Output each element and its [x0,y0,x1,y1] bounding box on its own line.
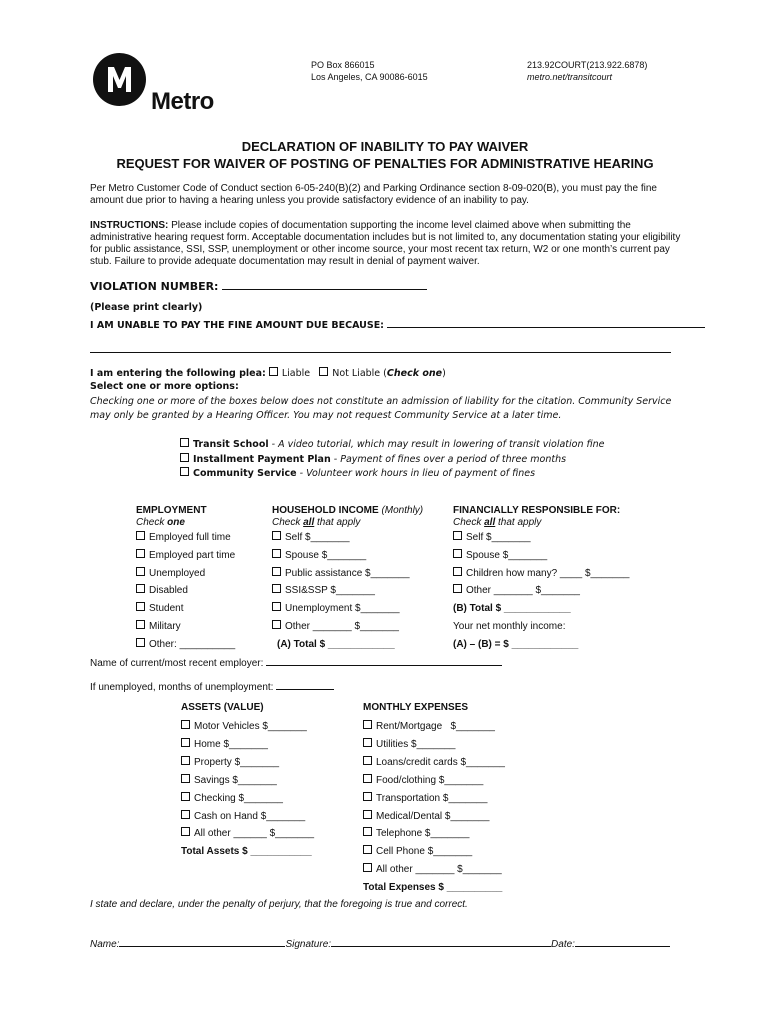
name-field[interactable] [119,936,285,947]
asset-option[interactable]: All other ______ $_______ [181,825,314,843]
not-liable-label: Not Liable ( [332,368,387,379]
checkbox[interactable] [363,792,372,801]
asset-option[interactable]: Motor Vehicles $_______ [181,718,314,736]
checkbox[interactable] [272,602,281,611]
employer-field[interactable] [266,655,502,666]
form-title: DECLARATION OF INABILITY TO PAY WAIVER [241,139,529,154]
checkbox[interactable] [272,531,281,540]
asset-option[interactable]: Savings $_______ [181,772,314,790]
checkbox[interactable] [181,738,190,747]
household-option[interactable]: Self $_______ [272,529,410,547]
responsible-option[interactable]: Self $_______ [453,529,629,547]
checkbox[interactable] [136,638,145,647]
unemployment-label: If unemployed, months of unemployment: [90,682,274,693]
employer-label: Name of current/most recent employer: [90,658,264,669]
checkbox[interactable] [363,827,372,836]
intro-paragraph: Per Metro Customer Code of Conduct section 6-05-240(B)(2) and Parking Ordinance section 8-09-020(B), you must pay the fine amount due prior to having a hearing unless you provide satisfactory evidence of an inability to pay. [90,183,657,206]
checkbox[interactable] [363,720,372,729]
select-options-label: Select one or more options: [90,381,239,392]
checkbox[interactable] [272,620,281,629]
instructions-text: Please include copies of documentation supporting the income level claimed above when submitting the administrative hearing request form. Acceptable documentation includes but is not limited to, any documentation stating your eligibility for public assistance, SSI, SSP, unemployment or other income source, your most recent tax return, W2 or one month’s current pay stub. Failure to provide adequate documentation may result in denial of payment waiver. [90,220,681,267]
employment-option[interactable]: Military [136,618,235,636]
expense-option[interactable]: Rent/Mortgage $_______ [363,718,505,736]
signature-label: Signature: [285,939,332,950]
employment-option[interactable]: Student [136,600,235,618]
employment-option[interactable]: Employed part time [136,547,235,565]
instructions-label: INSTRUCTIONS: [90,220,169,231]
checkbox[interactable] [136,602,145,611]
unable-reason-label: I AM UNABLE TO PAY THE FINE AMOUNT DUE BECAUSE: [90,320,384,331]
assets-total[interactable]: Total Assets $ ___________ [181,846,312,858]
phone: 213.92COURT(213.922.6878) [527,60,648,70]
contact-block [527,59,647,83]
asset-option[interactable]: Cash on Hand $_______ [181,808,314,826]
expense-option[interactable]: Telephone $_______ [363,825,505,843]
checkbox[interactable] [181,827,190,836]
expense-option[interactable]: Cell Phone $_______ [363,843,505,861]
unable-reason-row [90,317,705,331]
expense-option[interactable]: Loans/credit cards $_______ [363,754,505,772]
employment-option[interactable]: Employed full time [136,529,235,547]
asset-option[interactable]: Checking $_______ [181,790,314,808]
checkbox[interactable] [181,792,190,801]
household-option[interactable]: SSI&SSP $_______ [272,582,410,600]
household-list [272,529,410,654]
checkbox[interactable] [181,810,190,819]
responsible-total[interactable]: (B) Total $ ____________ [453,603,571,615]
liable-label: Liable [281,368,311,379]
net-income-label: Your net monthly income: [453,620,566,632]
asset-option[interactable]: Property $_______ [181,754,314,772]
expense-option[interactable]: Transportation $_______ [363,790,505,808]
city-line: Los Angeles, CA 90086-6015 [311,72,428,82]
checkbox[interactable] [272,567,281,576]
date-field[interactable] [575,936,670,947]
date-label: Date: [551,939,575,950]
expense-option[interactable]: Utilities $_______ [363,736,505,754]
not-liable-checkbox[interactable] [319,367,328,376]
declaration-text: I state and declare, under the penalty of perjury, that the foregoing is true and correct. [90,899,468,910]
checkbox[interactable] [453,549,462,558]
expense-option[interactable]: Medical/Dental $_______ [363,808,505,826]
plea-close: ) [442,368,446,379]
plea-row [90,367,446,379]
checkbox[interactable] [136,549,145,558]
checkbox[interactable] [136,531,145,540]
asset-option[interactable]: Home $_______ [181,736,314,754]
net-income-formula[interactable]: (A) – (B) = $ ____________ [453,638,579,650]
expenses-total[interactable]: Total Expenses $ __________ [363,882,503,894]
household-option[interactable]: Other _______ $_______ [272,618,410,636]
checkbox[interactable] [181,756,190,765]
options-list [180,438,605,482]
expense-option[interactable]: Food/clothing $_______ [363,772,505,790]
expense-option[interactable]: All other _______ $_______ [363,861,505,879]
address-block [311,59,428,83]
liable-checkbox[interactable] [269,367,278,376]
instructions-paragraph [90,220,690,268]
checkbox[interactable] [272,584,281,593]
expenses-header: MONTHLY EXPENSES [363,702,469,713]
transit-school-checkbox[interactable] [180,438,189,447]
responsible-option[interactable]: Other _______ $_______ [453,582,629,600]
community-service-checkbox[interactable] [180,467,189,476]
checkbox[interactable] [272,549,281,558]
option-community-service[interactable]: Community Service - Volunteer work hours in lieu of payment of fines [180,467,605,482]
form-subtitle: REQUEST FOR WAIVER OF POSTING OF PENALTIES FOR ADMINISTRATIVE HEARING [116,156,654,171]
options-note: Checking one or more of the boxes below does not constitute an admission of liability for the citation. Community Service may only be granted by a Hearing Officer. You may not request Community Service at a later time. [90,396,672,421]
violation-number-field[interactable] [222,279,427,290]
checkbox[interactable] [136,584,145,593]
name-label: Name: [90,939,120,950]
checkbox[interactable] [453,531,462,540]
checkbox[interactable] [181,720,190,729]
unemployment-field[interactable] [276,679,334,690]
responsible-header: FINANCIALLY RESPONSIBLE FOR: Check all that apply [453,505,621,528]
assets-list [181,718,314,861]
checkbox[interactable] [136,567,145,576]
checkbox[interactable] [363,845,372,854]
checkbox[interactable] [136,620,145,629]
employment-option[interactable]: Disabled [136,582,235,600]
signature-field[interactable] [331,936,551,947]
violation-number-label: VIOLATION NUMBER: [90,280,219,293]
plea-label: I am entering the following plea: [90,368,266,379]
employment-list [136,529,235,654]
installment-plan-checkbox[interactable] [180,453,189,462]
checkbox[interactable] [363,738,372,747]
violation-number-row [90,279,427,293]
household-option[interactable]: Unemployment $_______ [272,600,410,618]
unable-reason-field-line2[interactable] [90,342,671,353]
checkbox[interactable] [363,756,372,765]
print-clearly-note: (Please print clearly) [90,302,203,313]
checkbox[interactable] [363,810,372,819]
employment-option[interactable]: Unemployed [136,565,235,583]
checkbox[interactable] [181,774,190,783]
checkbox[interactable] [363,774,372,783]
household-option[interactable]: Public assistance $_______ [272,565,410,583]
metro-logo-icon [93,53,146,106]
responsible-list [453,529,629,654]
employer-row [90,655,502,669]
unemployment-row [90,679,334,693]
checkbox[interactable] [363,863,372,872]
unable-reason-field[interactable] [387,317,705,328]
website-link[interactable]: metro.net/transitcourt [527,72,613,82]
assets-header: ASSETS (VALUE) [181,702,264,713]
option-transit-school[interactable]: Transit School - A video tutorial, which may result in lowering of transit violation fine [180,438,605,453]
household-total[interactable]: (A) Total $ ____________ [277,638,395,650]
po-box: PO Box 866015 [311,60,375,70]
expenses-list [363,718,505,897]
responsible-option[interactable]: Spouse $_______ [453,547,629,565]
household-header: HOUSEHOLD INCOME (Monthly) Check all that apply [272,505,424,528]
employment-header: EMPLOYMENT Check one [136,505,207,528]
checkbox[interactable] [453,567,462,576]
metro-logo-text: Metro [151,88,214,115]
employment-option[interactable]: Other: __________ [136,636,235,654]
checkbox[interactable] [453,584,462,593]
check-one-hint: Check one [386,368,443,379]
responsible-option[interactable]: Children how many? ____ $_______ [453,565,629,583]
signature-row [90,936,670,950]
household-option[interactable]: Spouse $_______ [272,547,410,565]
option-installment-plan[interactable]: Installment Payment Plan - Payment of fines over a period of three months [180,453,605,468]
